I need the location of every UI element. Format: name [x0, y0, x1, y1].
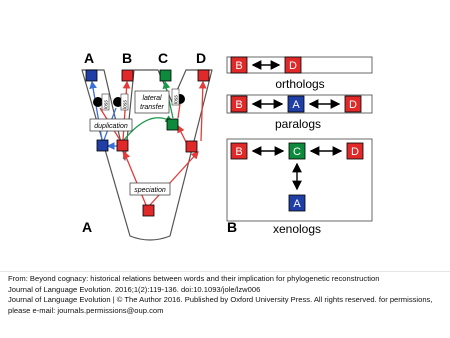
lateral-transfer-label — [135, 91, 169, 113]
loss-dot-1 — [93, 97, 103, 107]
gene-node-b-red — [122, 70, 133, 81]
xenolog-node-b-label: B — [235, 146, 243, 158]
xenologs-box — [227, 139, 372, 221]
loss-text-2: loss — [122, 100, 129, 109]
loss-text-3: loss — [173, 95, 180, 104]
lateral-text: lateral — [142, 95, 162, 102]
dup-node-red — [117, 140, 128, 151]
leaf-label-c: C — [158, 50, 169, 66]
ortholog-node-d-label: D — [289, 60, 297, 72]
orthologs-box — [227, 57, 372, 73]
caption-line-4: please e-mail: journals.permissions@oup.com — [8, 305, 164, 315]
xenolog-node-d-label: D — [351, 146, 359, 158]
panel-label-a: A — [82, 219, 93, 235]
leaf-label-a: A — [84, 50, 95, 66]
paralog-node-d-label: D — [349, 99, 357, 111]
ortholog-node-b-label: B — [235, 60, 243, 72]
paralogs-label: paralogs — [274, 117, 322, 131]
xenolog-node-a-label: A — [293, 198, 301, 210]
loss-text-1: loss — [103, 100, 110, 109]
leaf-label-d: D — [196, 50, 207, 66]
red-branch-to-d — [150, 152, 198, 205]
red-branch-loss-c — [178, 104, 180, 118]
xenolog-node-c-label: C — [293, 146, 301, 158]
dup-node-blue — [97, 140, 108, 151]
caption-divider — [0, 271, 450, 272]
figure-caption — [8, 274, 444, 316]
speciation-node-red — [143, 205, 154, 216]
caption-line-3: Journal of Language Evolution | © The Author 2016. Published by Oxford University Press. All rights reserved. for permissions, — [8, 295, 433, 304]
loss-label-1 — [102, 94, 110, 110]
gene-node-a-blue — [86, 70, 97, 81]
orthologs-label: orthologs — [275, 77, 325, 91]
transfer-node-green — [167, 119, 178, 130]
paralog-node-b-label: B — [235, 99, 243, 111]
node-red-right — [186, 141, 197, 152]
red-branch-to-b-dup — [124, 152, 146, 205]
gene-node-d-red — [198, 70, 209, 81]
transfer-text: transfer — [140, 104, 164, 111]
caption-line-2: Journal of Language Evolution. 2016;1(2):119-136. doi:10.1093/jole/lzw006 — [8, 284, 261, 294]
speciation-text: speciation — [134, 187, 166, 194]
duplication-label — [90, 119, 132, 131]
gene-node-c-green — [160, 70, 171, 81]
loss-label-2 — [121, 94, 129, 110]
panel-label-b: B — [227, 219, 238, 235]
duplication-text: duplication — [94, 123, 128, 130]
paralog-node-a-label: A — [292, 99, 300, 111]
speciation-label — [130, 183, 170, 195]
xenologs-label: xenologs — [272, 222, 322, 236]
loss-label-3 — [172, 89, 180, 105]
leaf-label-b: B — [122, 50, 133, 66]
caption-line-1: From: Beyond cognacy: historical relations between words and their implication for phylogenetic reconstruction — [8, 274, 380, 283]
paralogs-box — [227, 95, 372, 113]
